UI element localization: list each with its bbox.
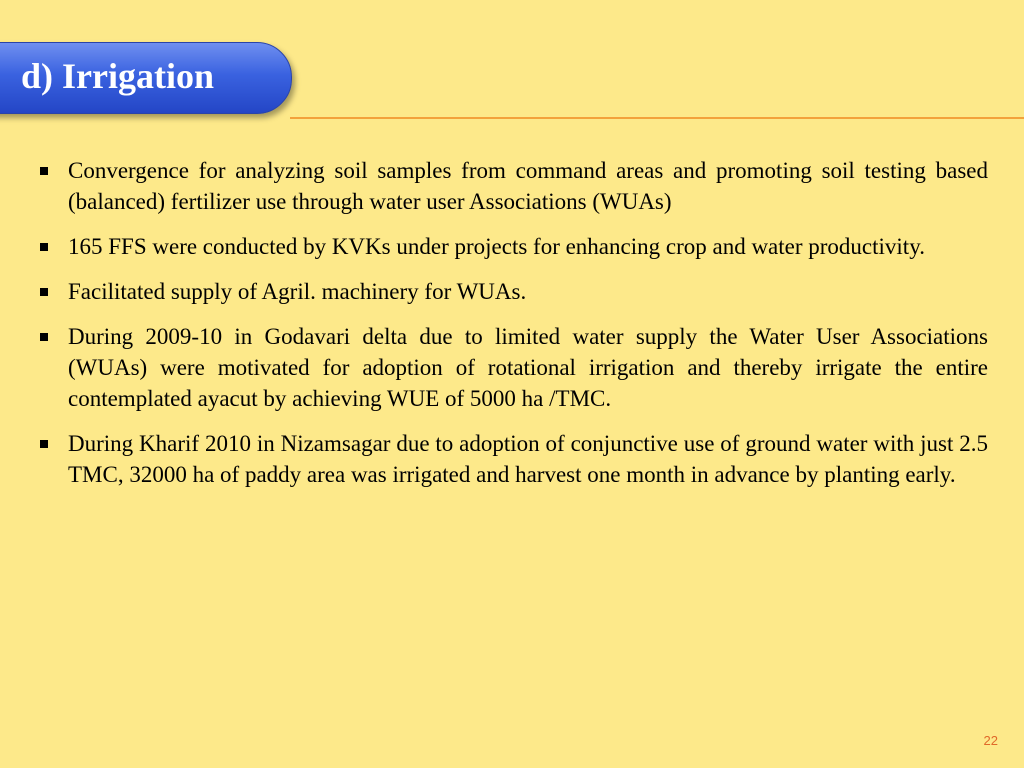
- bullet-text: Convergence for analyzing soil samples from command areas and promoting soil testing based (balanced) fertilizer use through water user Associations (WUAs): [68, 158, 988, 214]
- bullet-item-4: [36, 321, 988, 414]
- square-bullet-icon: [40, 243, 48, 251]
- bullet-item-2: [36, 231, 988, 262]
- bullet-text: During 2009-10 in Godavari delta due to limited water supply the Water User Associations (WUAs) were motivated for adoption of rotational irrigation and thereby irrigate the entire contemplated ayacut by achieving WUE of 5000 ha /TMC.: [68, 324, 988, 411]
- square-bullet-icon: [40, 440, 48, 448]
- bullet-item-3: [36, 276, 988, 307]
- slide-title: d) Irrigation: [21, 56, 214, 96]
- bullet-text: 165 FFS were conducted by KVKs under projects for enhancing crop and water productivity.: [68, 234, 925, 259]
- page-number: 22: [983, 733, 998, 748]
- square-bullet-icon: [40, 288, 48, 296]
- square-bullet-icon: [40, 333, 48, 341]
- title-banner: [0, 42, 292, 114]
- bullet-list: [36, 155, 988, 504]
- square-bullet-icon: [40, 167, 48, 175]
- title-divider: [290, 117, 1024, 119]
- bullet-item-1: [36, 155, 988, 217]
- bullet-text: During Kharif 2010 in Nizamsagar due to adoption of conjunctive use of ground water with just 2.5 TMC, 32000 ha of paddy area was irrigated and harvest one month in advance by planting early.: [68, 431, 988, 487]
- bullet-text: Facilitated supply of Agril. machinery for WUAs.: [68, 279, 527, 304]
- bullet-item-5: [36, 428, 988, 490]
